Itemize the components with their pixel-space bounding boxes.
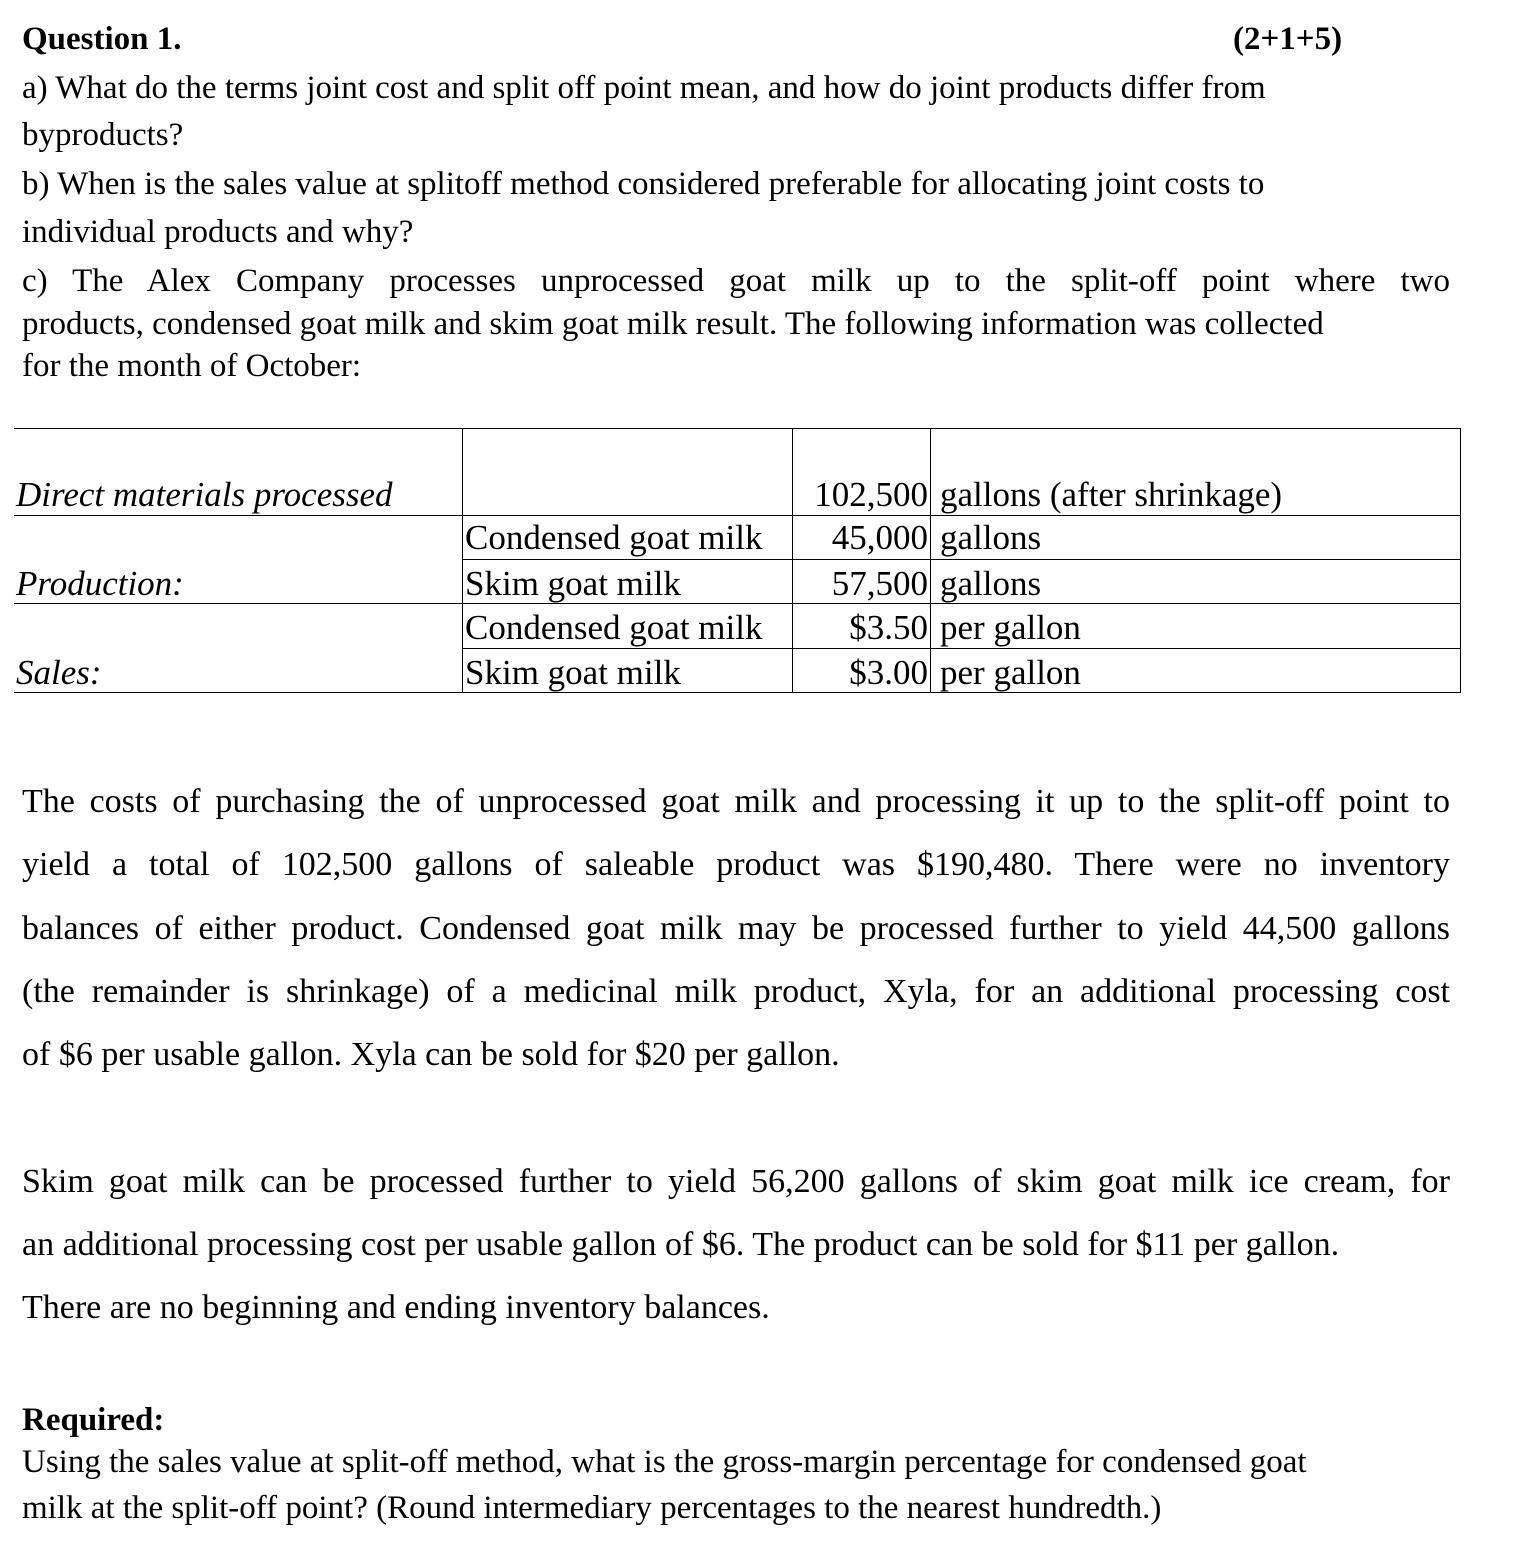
table-row-value: $3.00 xyxy=(849,653,928,692)
required-heading: Required: xyxy=(22,1402,165,1438)
table-row-label: Sales: xyxy=(16,653,102,692)
question-marks: (2+1+5) xyxy=(1233,21,1343,57)
part-b-line-2: individual products and why? xyxy=(22,214,414,250)
required-line-2: milk at the split-off point? (Round intermediary percentages to the nearest hundredth.) xyxy=(22,1490,1162,1526)
table-row-unit: per gallon xyxy=(940,653,1081,692)
table-row-unit: gallons (after shrinkage) xyxy=(940,475,1283,514)
paragraph-1-line-5: of $6 per usable gallon. Xyla can be sold for $20 per gallon. xyxy=(22,1036,840,1073)
table-row-unit: per gallon xyxy=(940,608,1081,647)
table-row-value: $3.50 xyxy=(849,608,928,647)
paragraph-2-line-2: an additional processing cost per usable gallon of $6. The product can be sold for $11 per gallon. xyxy=(22,1226,1340,1263)
data-table xyxy=(14,428,1461,693)
paragraph-2-line-1: Skim goat milk can be processed further to yield 56,200 gallons of skim goat milk ice cream, for xyxy=(22,1163,1450,1200)
part-b-line-1: b) When is the sales value at splitoff method considered preferable for allocating joint costs to xyxy=(22,166,1265,202)
paragraph-1-line-1: The costs of purchasing the of unprocessed goat milk and processing it up to the split-off point to xyxy=(22,783,1450,820)
part-c-line-3: for the month of October: xyxy=(22,348,362,384)
table-row-label: Direct materials processed xyxy=(16,475,393,514)
table-row-value: 45,000 xyxy=(831,518,928,557)
table-row-item: Condensed goat milk xyxy=(465,608,763,647)
table-row-value: 102,500 xyxy=(814,475,928,514)
part-c-line-2: products, condensed goat milk and skim goat milk result. The following information was collected xyxy=(22,306,1324,342)
table-row-item: Skim goat milk xyxy=(465,564,681,603)
paragraph-1-line-2: yield a total of 102,500 gallons of saleable product was $190,480. There were no inventory xyxy=(22,846,1450,883)
table-row-item: Condensed goat milk xyxy=(465,518,763,557)
table-row-item: Skim goat milk xyxy=(465,653,681,692)
part-a-line-1: a) What do the terms joint cost and split off point mean, and how do joint products differ from xyxy=(22,70,1266,106)
part-a-line-2: byproducts? xyxy=(22,117,184,153)
paragraph-2-line-3: There are no beginning and ending inventory balances. xyxy=(22,1289,770,1326)
table-row-unit: gallons xyxy=(940,564,1042,603)
question-title: Question 1. xyxy=(22,21,182,57)
table-row-label: Production: xyxy=(16,564,184,603)
required-line-1: Using the sales value at split-off method, what is the gross-margin percentage for condensed goat xyxy=(22,1444,1307,1480)
paragraph-1-line-4: (the remainder is shrinkage) of a medicinal milk product, Xyla, for an additional processing cost xyxy=(22,973,1450,1010)
table-row-value: 57,500 xyxy=(831,564,928,603)
part-c-line-1: c) The Alex Company processes unprocessed goat milk up to the split-off point where two xyxy=(22,263,1450,299)
table-row-unit: gallons xyxy=(940,518,1042,557)
paragraph-1-line-3: balances of either product. Condensed goat milk may be processed further to yield 44,500 gallons xyxy=(22,910,1450,947)
